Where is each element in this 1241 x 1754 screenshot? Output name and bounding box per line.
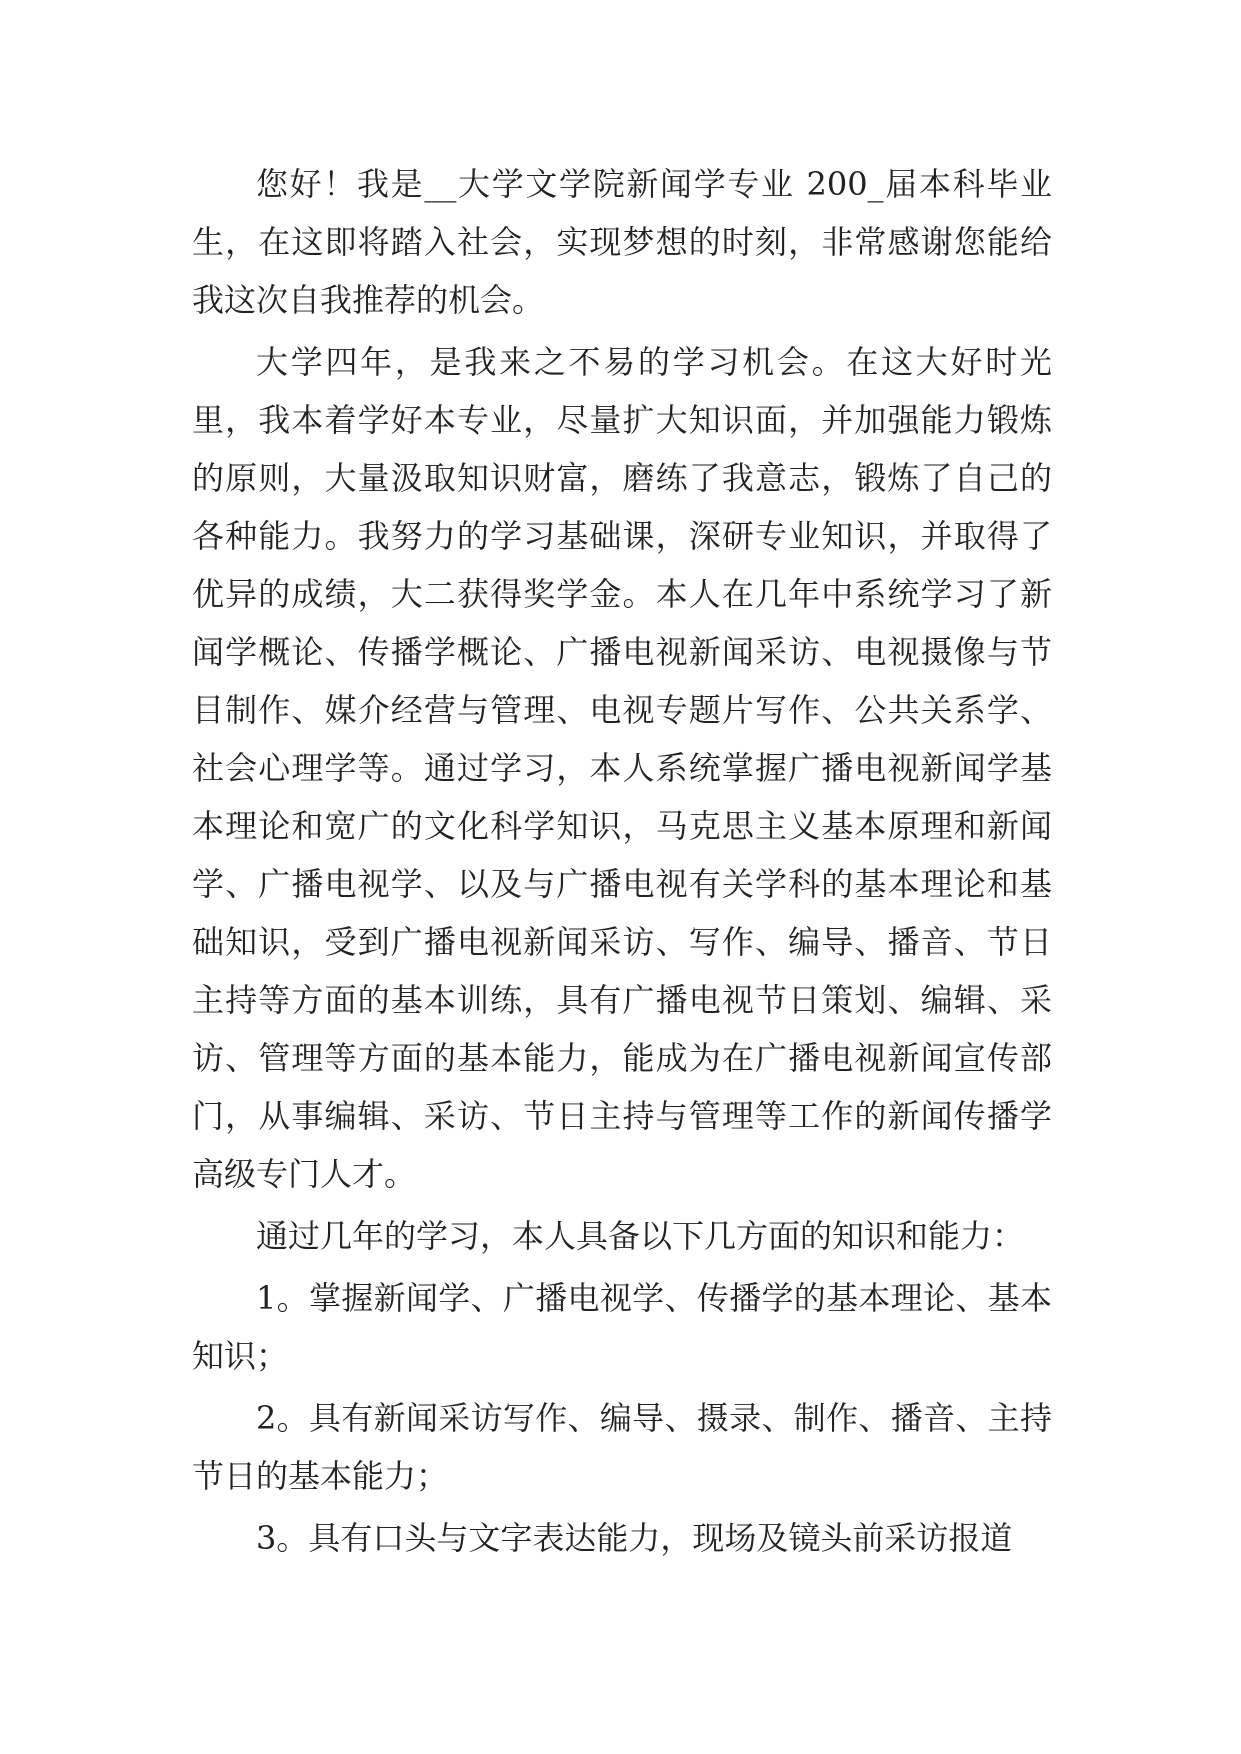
ability-item-3: 3。具有口头与文字表达能力，现场及镜头前采访报道 xyxy=(256,1519,1013,1557)
ability-item-1: 1。掌握新闻学、广播电视学、传播学的基本理论、基本知识； xyxy=(192,1279,1052,1375)
greeting-paragraph: 您好！我是__大学文学院新闻学专业 200_届本科毕业生，在这即将踏入社会，实现梦想的时刻，非常感谢您能给我这次自我推荐的机会。 xyxy=(192,165,1052,319)
abilities-intro-paragraph: 通过几年的学习，本人具备以下几方面的知识和能力： xyxy=(256,1217,1025,1255)
study-paragraph: 大学四年，是我来之不易的学习机会。在这大好时光里，我本着学好本专业，尽量扩大知识面，并加强能力锻炼的原则，大量汲取知识财富，磨练了我意志，锻炼了自己的各种能力。我努力的学习基础课，深研专业知识，并取得了优异的成绩，大二获得奖学金。本人在几年中系统学习了新闻学概论、传播学概论、广播电视新闻采访、电视摄像与节目制作、媒介经营与管理、电视专题片写作、公共关系学、社会心理学等。通过学习，本人系统掌握广播电视新闻学基本理论和宽广的文化科学知识，马克思主义基本原理和新闻学、广播电视学、以及与广播电视有关学科的基本理论和基础知识，受到广播电视新闻采访、写作、编导、播音、节日主持等方面的基本训练，具有广播电视节日策划、编辑、采访、管理等方面的基本能力，能成为在广播电视新闻宣传部门，从事编辑、采访、节日主持与管理等工作的新闻传播学高级专门人才。 xyxy=(192,343,1052,1193)
document-body xyxy=(192,155,1052,1571)
ability-item-2: 2。具有新闻采访写作、编导、摄录、制作、播音、主持节日的基本能力； xyxy=(192,1399,1052,1495)
